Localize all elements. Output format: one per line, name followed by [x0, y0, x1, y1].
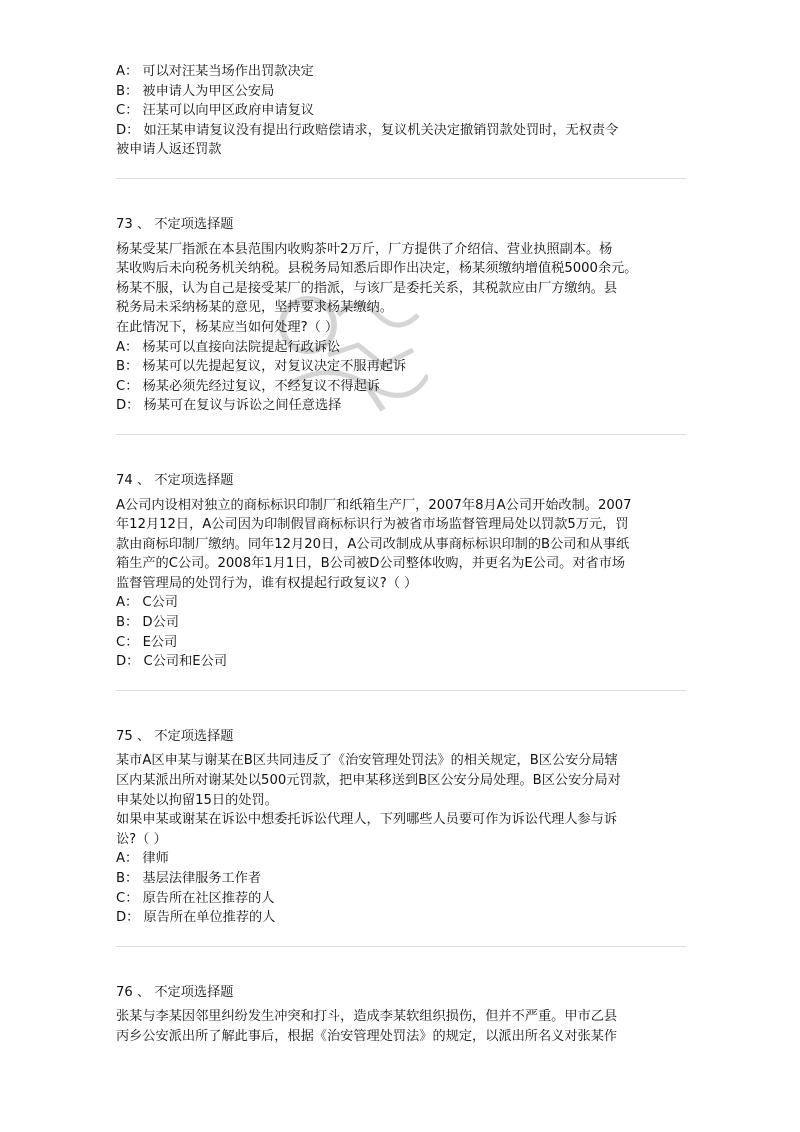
option-d: D： 杨某可在复议与诉讼之间任意选择	[116, 398, 342, 414]
question-text-line: 某市A区申某与谢某在B区共同违反了《治安管理处罚法》的相关规定，B区公安分局辖	[116, 753, 618, 769]
question-text-line: 年12月12日，A公司因为印制假冒商标标识行为被省市场监督管理局处以罚款5万元，罚	[116, 517, 629, 533]
question-prompt: 监督管理局的处罚行为，谁有权提起行政复议?（ ）	[116, 575, 418, 591]
separator	[116, 946, 686, 947]
question-text-line: A公司内设相对独立的商标标识印制厂和纸箱生产厂，2007年8月A公司开始改制。2007	[116, 497, 632, 513]
question-text-line: 申某处以拘留15日的处罚。	[116, 792, 278, 808]
question-text-line: 张某与李某因邻里纠纷发生冲突和打斗，造成李某软组织损伤，但并不严重。甲市乙县	[116, 1009, 618, 1025]
question-text-line: 丙乡公安派出所了解此事后，根据《治安管理处罚法》的规定，以派出所名义对张某作	[116, 1028, 618, 1044]
separator	[116, 434, 686, 435]
option-b: B： D公司	[116, 615, 179, 631]
question-74	[116, 471, 686, 672]
option-c: C： 原告所在社区推荐的人	[116, 890, 275, 906]
question-75	[116, 727, 686, 928]
option-a: A： 杨某可以直接向法院提起行政诉讼	[116, 339, 341, 355]
question-header: 74 、 不定项选择题	[116, 472, 234, 488]
question-text-line: 杨某不服，认为自己是接受某厂的指派，与该厂是委托关系，其税款应由厂方缴纳。县	[116, 280, 618, 296]
question-text-line: 如果申某或谢某在诉讼中想委托诉讼代理人，下列哪些人员要可作为诉讼代理人参与诉	[116, 812, 618, 828]
option-c: C： 杨某必须先经过复议，不经复议不得起诉	[116, 378, 380, 394]
separator	[116, 178, 686, 179]
option-d: D： C公司和E公司	[116, 654, 228, 670]
question-76	[116, 983, 686, 1047]
option-a: A： 可以对汪某当场作出罚款决定	[116, 64, 314, 79]
question-prompt: 在此情况下，杨某应当如何处理?（ ）	[116, 319, 339, 335]
option-d: D： 原告所在单位推荐的人	[116, 910, 276, 926]
question-text-line: 某收购后未向税务机关纳税。县税务局知悉后即作出决定，杨某须缴纳增值税5000余元。	[116, 261, 638, 277]
option-b: B： 杨某可以先提起复议，对复议决定不服再起诉	[116, 359, 407, 375]
question-header: 73 、 不定项选择题	[116, 216, 234, 232]
question-text-line: 箱生产的C公司。2008年1月1日，B公司被D公司整体收购，并更名为E公司。对省市场	[116, 556, 626, 572]
question-header: 76 、 不定项选择题	[116, 984, 234, 1000]
question-73	[116, 215, 686, 416]
option-c: C： 汪某可以向甲区政府申请复议	[116, 103, 315, 119]
document-page	[116, 62, 686, 1047]
option-d: D： 如汪某申请复议没有提出行政赔偿请求，复议机关决定撤销罚款处罚时，无权责令	[116, 122, 619, 138]
option-b: B： 基层法律服务工作者	[116, 871, 262, 886]
option-a: A： 律师	[116, 851, 169, 867]
question-text-line: 杨某受某厂指派在本县范围内收购茶叶2万斤，厂方提供了介绍信、营业执照副本。杨	[116, 241, 613, 257]
option-b: B： 被申请人为甲区公安局	[116, 83, 275, 99]
question-text-line: 区内某派出所对谢某处以500元罚款，把申某移送到B区公安分局处理。B区公安分局对	[116, 773, 621, 789]
option-a: A： C公司	[116, 595, 178, 611]
option-c: C： E公司	[116, 634, 178, 650]
option-d-continued: 被申请人返还罚款	[116, 142, 222, 158]
question-prompt: 讼?（ ）	[116, 831, 167, 847]
question-text-line: 税务局未采纳杨某的意见，坚持要求杨某缴纳。	[116, 300, 393, 316]
separator	[116, 690, 686, 691]
question-text-line: 款由商标印制厂缴纳。同年12月20日，A公司改制成从事商标标识印制的B公司和从事纸	[116, 536, 630, 552]
question-header: 75 、 不定项选择题	[116, 728, 234, 744]
question-72-options	[116, 62, 686, 160]
